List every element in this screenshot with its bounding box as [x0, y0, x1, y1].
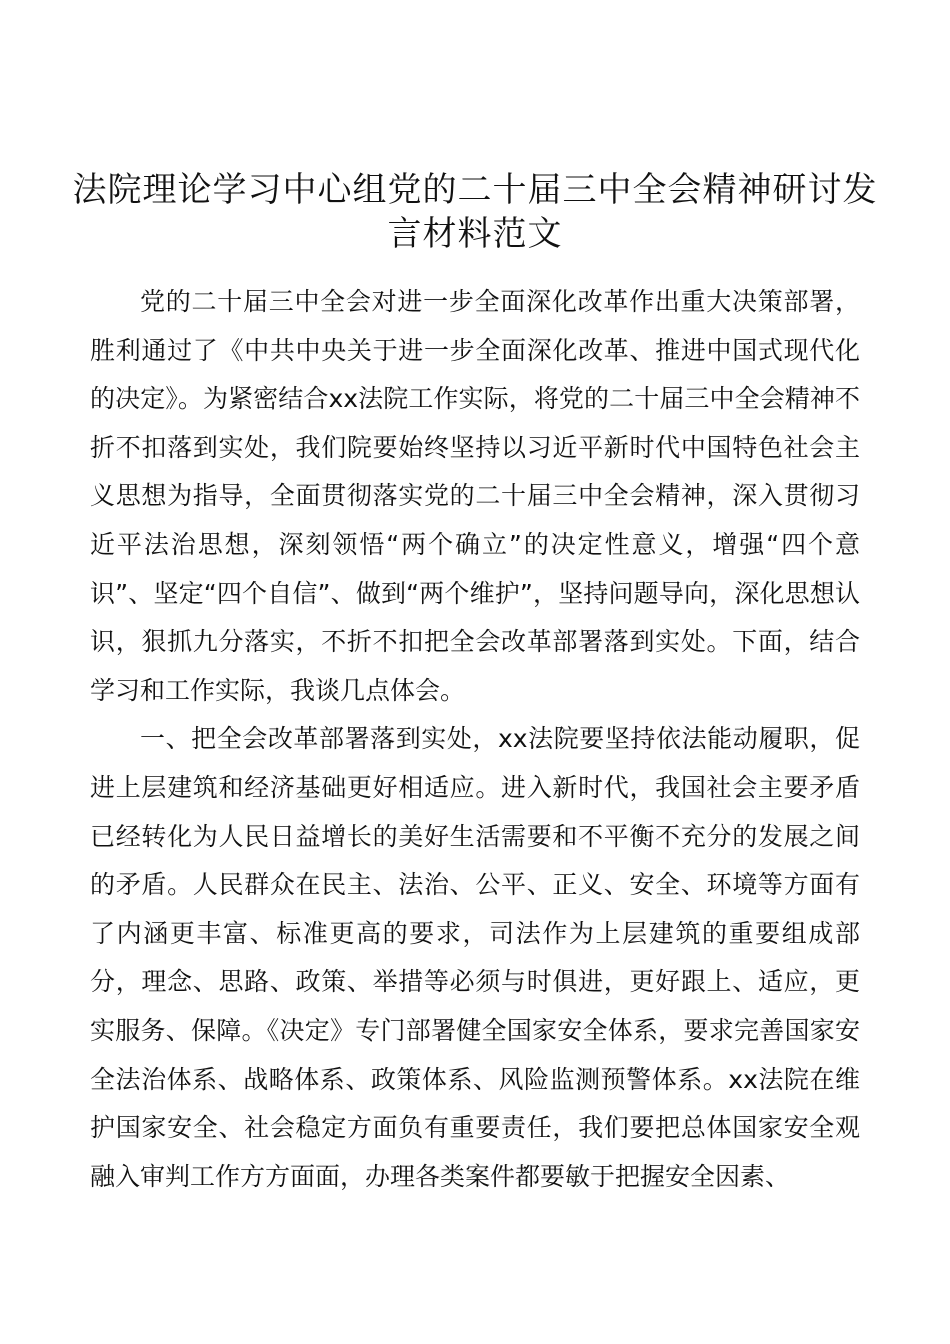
- paragraph-section-one: 一、把全会改革部署落到实处，xx法院要坚持依法能动履职，促进上层建筑和经济基础更好相适应。进入新时代，我国社会主要矛盾已经转化为人民日益增长的美好生活需要和不平衡不充分的发展之间的矛盾。人民群众在民主、法治、公平、正义、安全、环境等方面有了内涵更丰富、标准更高的要求，司法作为上层建筑的重要组成部分，理念、思路、政策、举措等必须与时俱进，更好跟上、适应，更实服务、保障。《决定》专门部署健全国家安全体系，要求完善国家安全法治体系、战略体系、政策体系、风险监测预警体系。xx法院在维护国家安全、社会稳定方面负有重要责任，我们要把总体国家安全观融入审判工作方方面面，办理各类案件都要敏于把握安全因素、: [90, 724, 860, 1191]
- document-title: 法院理论学习中心组党的二十届三中全会精神研讨发言材料范文: [72, 170, 878, 254]
- document-body: [90, 278, 860, 1201]
- paragraph-intro: 党的二十届三中全会对进一步全面深化改革作出重大决策部署，胜利通过了《中共中央关于进一步全面深化改革、推进中国式现代化的决定》。为紧密结合xx法院工作实际，将党的二十届三中全会精神不折不扣落到实处，我们院要始终坚持以习近平新时代中国特色社会主义思想为指导，全面贯彻落实党的二十届三中全会精神，深入贯彻习近平法治思想，深刻领悟“两个确立”的决定性意义，增强“四个意识”、坚定“四个自信”、做到“两个维护”，坚持问题导向，深化思想认识，狠抓九分落实，不折不扣把全会改革部署落到实处。下面，结合学习和工作实际，我谈几点体会。: [90, 287, 860, 705]
